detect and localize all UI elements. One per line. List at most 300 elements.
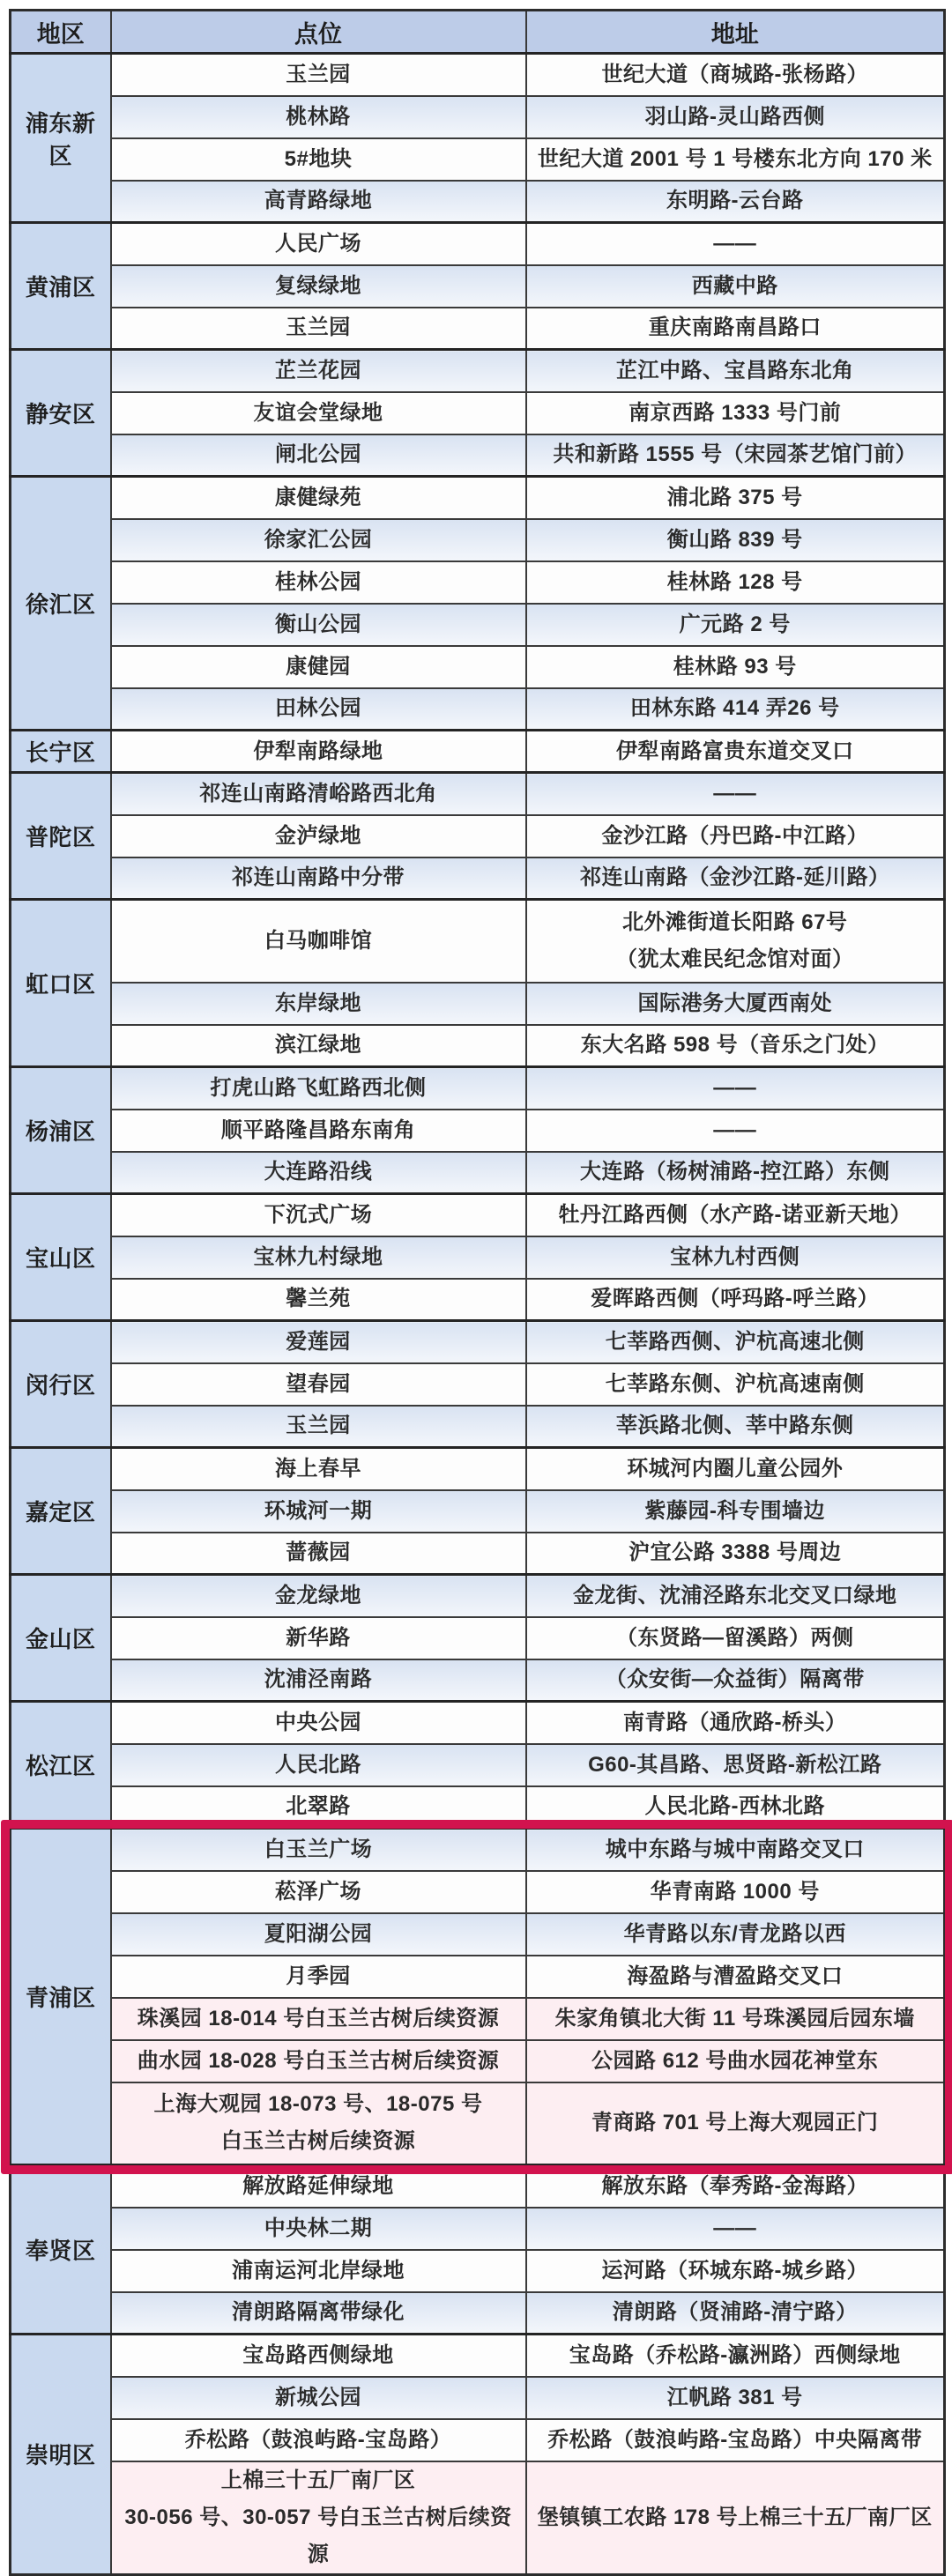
address-cell xyxy=(526,1363,945,1406)
address-cell-line: （东贤路—留溪路）两侧 xyxy=(616,1625,854,1650)
address-cell xyxy=(526,350,945,392)
point-cell xyxy=(111,900,526,983)
table-row xyxy=(11,2165,945,2208)
point-cell-line: 解放路延伸绿地 xyxy=(242,2173,394,2198)
header-address: 地址 xyxy=(526,11,945,54)
point-cell xyxy=(111,392,526,434)
point-cell xyxy=(111,350,526,392)
point-cell-line: 月季园 xyxy=(286,1964,351,1988)
address-cell xyxy=(526,1617,945,1659)
point-cell xyxy=(111,2250,526,2292)
address-cell-line: 南京西路 1333 号门前 xyxy=(628,400,842,425)
address-cell-line: —— xyxy=(713,1075,757,1100)
address-cell-line: 七莘路西侧、沪杭高速北侧 xyxy=(605,1329,865,1354)
address-cell-line: 世纪大道（商城路-张杨路） xyxy=(601,62,868,86)
address-cell xyxy=(526,1744,945,1786)
district-cell: 青浦区 xyxy=(11,1829,111,2165)
address-cell-line: 大连路（杨树浦路-控江路）东侧 xyxy=(580,1160,890,1184)
district-cell: 松江区 xyxy=(11,1702,111,1829)
address-cell-line: 芷江中路、宝昌路东北角 xyxy=(616,358,854,382)
point-cell xyxy=(111,1702,526,1744)
point-cell-line: 高青路绿地 xyxy=(264,189,373,213)
address-cell-line: 爱晖路西侧（呼玛路-呼兰路） xyxy=(591,1287,880,1311)
district-cell: 浦东新区 xyxy=(11,54,111,223)
point-cell xyxy=(111,2208,526,2250)
district-cell: 黄浦区 xyxy=(11,223,111,350)
address-cell xyxy=(526,561,945,604)
address-cell-line: 七莘路东侧、沪杭高速南侧 xyxy=(605,1371,865,1396)
table-row xyxy=(11,1236,945,1279)
table-body xyxy=(11,54,945,2575)
header-district: 地区 xyxy=(11,11,111,54)
point-cell-line: 祁连山南路清峪路西北角 xyxy=(199,781,437,805)
district-cell: 杨浦区 xyxy=(11,1067,111,1194)
point-cell xyxy=(111,773,526,815)
address-cell-line: 乔松路（鼓浪屿路-宝岛路）中央隔离带 xyxy=(547,2427,923,2452)
point-cell-line: 曲水园 18-028 号白玉兰古树后续资源 xyxy=(137,2048,500,2073)
address-cell xyxy=(526,2165,945,2208)
point-cell-line: 大连路沿线 xyxy=(264,1160,373,1184)
address-cell xyxy=(526,265,945,308)
point-cell xyxy=(111,1236,526,1279)
point-cell xyxy=(111,138,526,181)
address-cell-line: 运河路（环城东路-城乡路） xyxy=(601,2258,868,2283)
address-cell xyxy=(526,646,945,688)
point-cell xyxy=(111,1152,526,1194)
table-row xyxy=(11,519,945,561)
address-cell xyxy=(526,392,945,434)
point-cell-line: 馨兰苑 xyxy=(286,1287,351,1311)
point-cell-line: 浦南运河北岸绿地 xyxy=(232,2258,405,2283)
table-row xyxy=(11,1025,945,1067)
address-cell-line: 国际港务大厦西南处 xyxy=(637,991,832,1015)
table-row xyxy=(11,1702,945,1744)
point-cell xyxy=(111,181,526,223)
point-cell xyxy=(111,2040,526,2082)
point-cell-line: 沈浦泾南路 xyxy=(264,1667,373,1692)
point-cell-line: 玉兰园 xyxy=(286,62,351,86)
address-cell-line: 华青路以东/青龙路以西 xyxy=(623,1921,846,1946)
table-row xyxy=(11,1913,945,1956)
district-cell: 长宁区 xyxy=(11,731,111,773)
point-cell-line: 爱莲园 xyxy=(286,1329,351,1354)
address-cell-line: 南青路（通欣路-桥头） xyxy=(623,1710,847,1734)
point-cell xyxy=(111,2461,526,2575)
address-cell xyxy=(526,2292,945,2335)
district-cell: 嘉定区 xyxy=(11,1448,111,1575)
table-row xyxy=(11,223,945,265)
address-cell-line: —— xyxy=(713,2216,757,2240)
address-cell-line: 青商路 701 号上海大观园正门 xyxy=(591,2111,879,2135)
point-cell-line: 闸北公园 xyxy=(275,442,361,467)
table-row xyxy=(11,857,945,900)
address-cell xyxy=(526,1533,945,1575)
point-cell xyxy=(111,1829,526,1871)
address-cell xyxy=(526,900,945,983)
table-row xyxy=(11,1152,945,1194)
point-cell-line: 东岸绿地 xyxy=(275,991,361,1015)
point-cell-line: 复绿绿地 xyxy=(275,273,361,298)
point-cell xyxy=(111,604,526,646)
address-cell-line: 东明路-云台路 xyxy=(666,189,804,213)
point-cell xyxy=(111,1786,526,1829)
address-cell-line: —— xyxy=(713,231,757,256)
point-cell xyxy=(111,688,526,731)
header-point: 点位 xyxy=(111,11,526,54)
address-cell xyxy=(526,1025,945,1067)
address-cell-line: 人民北路-西林北路 xyxy=(644,1794,825,1819)
point-cell xyxy=(111,1575,526,1617)
address-cell-line: 解放东路（奉秀路-金海路） xyxy=(601,2173,868,2198)
address-cell-line: 广元路 2 号 xyxy=(679,612,791,636)
points-table xyxy=(9,9,946,2576)
address-cell xyxy=(526,138,945,181)
point-cell xyxy=(111,2377,526,2419)
point-cell-line: 康健园 xyxy=(286,654,351,679)
address-cell-line: 祁连山南路（金沙江路-延川路） xyxy=(580,865,890,890)
table-row xyxy=(11,392,945,434)
table-row xyxy=(11,2208,945,2250)
address-cell xyxy=(526,1236,945,1279)
table-row xyxy=(11,54,945,96)
point-cell xyxy=(111,2335,526,2377)
point-cell xyxy=(111,1533,526,1575)
address-cell xyxy=(526,1279,945,1321)
address-cell-line: 桂林路 93 号 xyxy=(673,654,797,679)
point-cell xyxy=(111,1363,526,1406)
address-cell-line: （犹太难民纪念馆对面） xyxy=(616,947,854,971)
point-cell-line: 衡山公园 xyxy=(275,612,361,636)
point-cell xyxy=(111,1659,526,1702)
point-cell-line: 友谊会堂绿地 xyxy=(253,400,383,425)
point-cell-line: 海上春早 xyxy=(275,1456,361,1481)
point-cell xyxy=(111,1998,526,2040)
table-wrap xyxy=(9,9,943,2576)
table-row xyxy=(11,1110,945,1152)
point-cell-line: 珠溪园 18-014 号白玉兰古树后续资源 xyxy=(137,2006,500,2030)
table-row xyxy=(11,646,945,688)
address-cell-line: 宝岛路（乔松路-瀛洲路）西侧绿地 xyxy=(569,2342,901,2367)
point-cell xyxy=(111,731,526,773)
point-cell-line: 中央林二期 xyxy=(264,2216,373,2240)
table-row xyxy=(11,1279,945,1321)
table-row xyxy=(11,1533,945,1575)
point-cell xyxy=(111,2292,526,2335)
point-cell xyxy=(111,1871,526,1913)
district-cell: 崇明区 xyxy=(11,2335,111,2575)
address-cell xyxy=(526,773,945,815)
address-cell xyxy=(526,223,945,265)
address-cell-line: 环城河内圈儿童公园外 xyxy=(627,1456,844,1481)
point-cell xyxy=(111,646,526,688)
address-cell-line: 公园路 612 号曲水园花神堂东 xyxy=(591,2048,879,2073)
table-row xyxy=(11,434,945,477)
table-row xyxy=(11,2377,945,2419)
point-cell xyxy=(111,1617,526,1659)
point-cell-line: 白玉兰广场 xyxy=(264,1837,373,1861)
point-cell-line: 金泸绿地 xyxy=(275,823,361,848)
point-cell xyxy=(111,815,526,857)
point-cell-line: 白玉兰古树后续资源 xyxy=(220,2129,416,2154)
point-cell-line: 5#地块 xyxy=(284,146,353,171)
address-cell xyxy=(526,1490,945,1533)
point-cell-line: 桂林公园 xyxy=(275,569,361,594)
point-cell xyxy=(111,1279,526,1321)
table-row xyxy=(11,1998,945,2040)
address-cell xyxy=(526,731,945,773)
address-cell-line: 羽山路-灵山路西侧 xyxy=(644,104,825,129)
table-row xyxy=(11,773,945,815)
point-cell xyxy=(111,983,526,1025)
address-cell xyxy=(526,477,945,519)
table-row xyxy=(11,138,945,181)
address-cell xyxy=(526,308,945,350)
point-cell-line: 顺平路隆昌路东南角 xyxy=(220,1117,416,1142)
address-cell-line: 紫藤园-科专围墙边 xyxy=(644,1498,825,1523)
point-cell-line: 清朗路隔离带绿化 xyxy=(232,2300,405,2325)
address-cell-line: G60-其昌路、思贤路-新松江路 xyxy=(588,1752,882,1777)
table-row xyxy=(11,181,945,223)
address-cell-line: 宝林九村西侧 xyxy=(670,1244,800,1269)
district-cell: 虹口区 xyxy=(11,900,111,1067)
point-cell-line: 30-056 号、30-057 号白玉兰古树后续资源 xyxy=(124,2505,512,2566)
table-row xyxy=(11,1575,945,1617)
address-cell-line: 桂林路 128 号 xyxy=(666,569,803,594)
point-cell xyxy=(111,1448,526,1490)
address-cell xyxy=(526,1998,945,2040)
point-cell xyxy=(111,96,526,138)
address-cell xyxy=(526,857,945,900)
point-cell-line: 田林公园 xyxy=(275,696,361,721)
table-row xyxy=(11,688,945,731)
address-cell xyxy=(526,2208,945,2250)
table-row xyxy=(11,2461,945,2575)
point-cell-line: 望春园 xyxy=(286,1371,351,1396)
address-cell xyxy=(526,1786,945,1829)
point-cell-line: 桃林路 xyxy=(286,104,351,129)
district-cell: 闵行区 xyxy=(11,1321,111,1448)
table-row xyxy=(11,2040,945,2082)
address-cell xyxy=(526,519,945,561)
address-cell-line: （众安街—众益街）隔离带 xyxy=(605,1667,865,1692)
point-cell-line: 新城公园 xyxy=(275,2385,361,2409)
address-cell-line: 北外滩街道长阳路 67号 xyxy=(622,909,848,934)
point-cell xyxy=(111,1406,526,1448)
table-row xyxy=(11,2335,945,2377)
table-row xyxy=(11,1490,945,1533)
address-cell xyxy=(526,1110,945,1152)
address-cell-line: 衡山路 839 号 xyxy=(666,527,803,552)
district-cell: 普陀区 xyxy=(11,773,111,900)
table-row xyxy=(11,1617,945,1659)
address-cell xyxy=(526,1406,945,1448)
table-header xyxy=(11,11,945,54)
address-cell-line: 海盈路与漕盈路交叉口 xyxy=(627,1964,844,1988)
point-cell-line: 滨江绿地 xyxy=(275,1033,361,1058)
point-cell-line: 中央公园 xyxy=(275,1710,361,1734)
point-cell-line: 上海大观园 18-073 号、18-075 号 xyxy=(153,2092,483,2117)
table-row xyxy=(11,1871,945,1913)
address-cell-line: 华青南路 1000 号 xyxy=(650,1879,820,1904)
address-cell-line: 清朗路（贤浦路-清宁路） xyxy=(612,2300,858,2325)
table-row xyxy=(11,2250,945,2292)
point-cell-line: 宝岛路西侧绿地 xyxy=(242,2342,394,2367)
address-cell xyxy=(526,1829,945,1871)
point-cell-line: 夏阳湖公园 xyxy=(264,1921,373,1946)
point-cell-line: 玉兰园 xyxy=(286,316,351,340)
point-cell xyxy=(111,561,526,604)
table-row xyxy=(11,96,945,138)
table-row xyxy=(11,308,945,350)
table-row xyxy=(11,604,945,646)
point-cell-line: 白马咖啡馆 xyxy=(264,928,373,953)
address-cell xyxy=(526,1956,945,1998)
point-cell xyxy=(111,1025,526,1067)
table-row xyxy=(11,2292,945,2335)
district-cell: 奉贤区 xyxy=(11,2165,111,2335)
point-cell-line: 金龙绿地 xyxy=(275,1583,361,1607)
address-cell xyxy=(526,1152,945,1194)
table-row xyxy=(11,731,945,773)
table-row xyxy=(11,477,945,519)
table-row xyxy=(11,1829,945,1871)
address-cell xyxy=(526,2040,945,2082)
point-cell-line: 北翠路 xyxy=(286,1794,351,1819)
address-cell xyxy=(526,1871,945,1913)
address-cell xyxy=(526,1321,945,1363)
address-cell xyxy=(526,1575,945,1617)
table-row xyxy=(11,2082,945,2165)
address-cell xyxy=(526,181,945,223)
point-cell-line: 康健绿苑 xyxy=(275,485,361,509)
table-row xyxy=(11,350,945,392)
address-cell-line: 伊犁南路富贵东道交叉口 xyxy=(616,739,854,763)
address-cell xyxy=(526,1659,945,1702)
table-row xyxy=(11,1406,945,1448)
table-row xyxy=(11,265,945,308)
point-cell-line: 菘泽广场 xyxy=(275,1879,361,1904)
address-cell xyxy=(526,2461,945,2575)
address-cell xyxy=(526,604,945,646)
address-cell-line: 金沙江路（丹巴路-中江路） xyxy=(601,823,868,848)
table-row xyxy=(11,1956,945,1998)
address-cell xyxy=(526,2250,945,2292)
point-cell xyxy=(111,519,526,561)
address-cell-line: 江帆路 381 号 xyxy=(666,2385,803,2409)
table-row xyxy=(11,1744,945,1786)
point-cell-line: 人民广场 xyxy=(275,231,361,256)
table-row xyxy=(11,1448,945,1490)
address-cell xyxy=(526,983,945,1025)
address-cell-line: 堡镇镇工农路 178 号上棉三十五厂南厂区 xyxy=(537,2505,933,2529)
point-cell-line: 徐家汇公园 xyxy=(264,527,373,552)
address-cell-line: 东大名路 598 号（音乐之门处） xyxy=(580,1033,889,1058)
address-cell xyxy=(526,1702,945,1744)
point-cell-line: 人民北路 xyxy=(275,1752,361,1777)
address-cell-line: 朱家角镇北大街 11 号珠溪园后园东墙 xyxy=(554,2006,915,2030)
point-cell-line: 新华路 xyxy=(286,1625,351,1650)
address-cell-line: 莘浜路北侧、莘中路东侧 xyxy=(616,1414,854,1438)
point-cell xyxy=(111,434,526,477)
address-cell xyxy=(526,434,945,477)
point-cell xyxy=(111,2082,526,2165)
point-cell-line: 上棉三十五厂南厂区 xyxy=(220,2468,416,2492)
point-cell xyxy=(111,54,526,96)
header-row xyxy=(11,11,945,54)
point-cell xyxy=(111,2419,526,2461)
point-cell-line: 乔松路（鼓浪屿路-宝岛路） xyxy=(184,2427,452,2452)
table-row xyxy=(11,1067,945,1110)
point-cell-line: 宝林九村绿地 xyxy=(253,1244,383,1269)
point-cell-line: 伊犁南路绿地 xyxy=(253,739,383,763)
point-cell xyxy=(111,477,526,519)
point-cell-line: 祁连山南路中分带 xyxy=(232,865,405,890)
district-cell: 静安区 xyxy=(11,350,111,477)
point-cell xyxy=(111,1321,526,1363)
table-row xyxy=(11,983,945,1025)
address-cell xyxy=(526,688,945,731)
address-cell-line: 重庆南路南昌路口 xyxy=(648,316,822,340)
district-cell: 宝山区 xyxy=(11,1194,111,1321)
address-cell xyxy=(526,1194,945,1236)
point-cell xyxy=(111,857,526,900)
address-cell xyxy=(526,2082,945,2165)
point-cell-line: 下沉式广场 xyxy=(264,1202,373,1227)
address-cell xyxy=(526,2419,945,2461)
address-cell xyxy=(526,96,945,138)
address-cell xyxy=(526,815,945,857)
address-cell xyxy=(526,1448,945,1490)
address-cell-line: 城中东路与城中南路交叉口 xyxy=(605,1837,865,1861)
point-cell xyxy=(111,265,526,308)
address-cell-line: 牡丹江路西侧（水产路-诺亚新天地） xyxy=(558,1202,911,1227)
point-cell xyxy=(111,1110,526,1152)
address-cell xyxy=(526,54,945,96)
address-cell-line: 田林东路 414 弄26 号 xyxy=(629,696,840,721)
table-row xyxy=(11,815,945,857)
table-row xyxy=(11,1363,945,1406)
address-cell-line: 西藏中路 xyxy=(691,273,778,298)
point-cell-line: 玉兰园 xyxy=(286,1414,351,1438)
district-cell: 徐汇区 xyxy=(11,477,111,731)
point-cell-line: 蔷薇园 xyxy=(286,1540,351,1565)
table-row xyxy=(11,1321,945,1363)
address-cell xyxy=(526,2335,945,2377)
point-cell xyxy=(111,1194,526,1236)
point-cell xyxy=(111,1956,526,1998)
address-cell-line: —— xyxy=(713,1117,757,1142)
point-cell-line: 芷兰花园 xyxy=(275,358,361,382)
table-row xyxy=(11,561,945,604)
table-row xyxy=(11,1659,945,1702)
address-cell-line: 世纪大道 2001 号 1 号楼东北方向 170 米 xyxy=(537,146,933,171)
table-row xyxy=(11,900,945,983)
point-cell-line: 环城河一期 xyxy=(264,1498,373,1523)
table-row xyxy=(11,2419,945,2461)
point-cell xyxy=(111,223,526,265)
address-cell-line: 沪宜公路 3388 号周边 xyxy=(628,1540,842,1565)
point-cell-line: 打虎山路飞虹路西北侧 xyxy=(210,1075,427,1100)
district-cell: 金山区 xyxy=(11,1575,111,1702)
address-cell-line: 金龙街、沈浦泾路东北交叉口绿地 xyxy=(573,1583,897,1607)
address-cell xyxy=(526,1913,945,1956)
point-cell xyxy=(111,1744,526,1786)
address-cell-line: —— xyxy=(713,781,757,805)
table-row xyxy=(11,1786,945,1829)
point-cell xyxy=(111,1913,526,1956)
point-cell xyxy=(111,2165,526,2208)
address-cell-line: 共和新路 1555 号（宋园茶艺馆门前） xyxy=(553,442,918,467)
